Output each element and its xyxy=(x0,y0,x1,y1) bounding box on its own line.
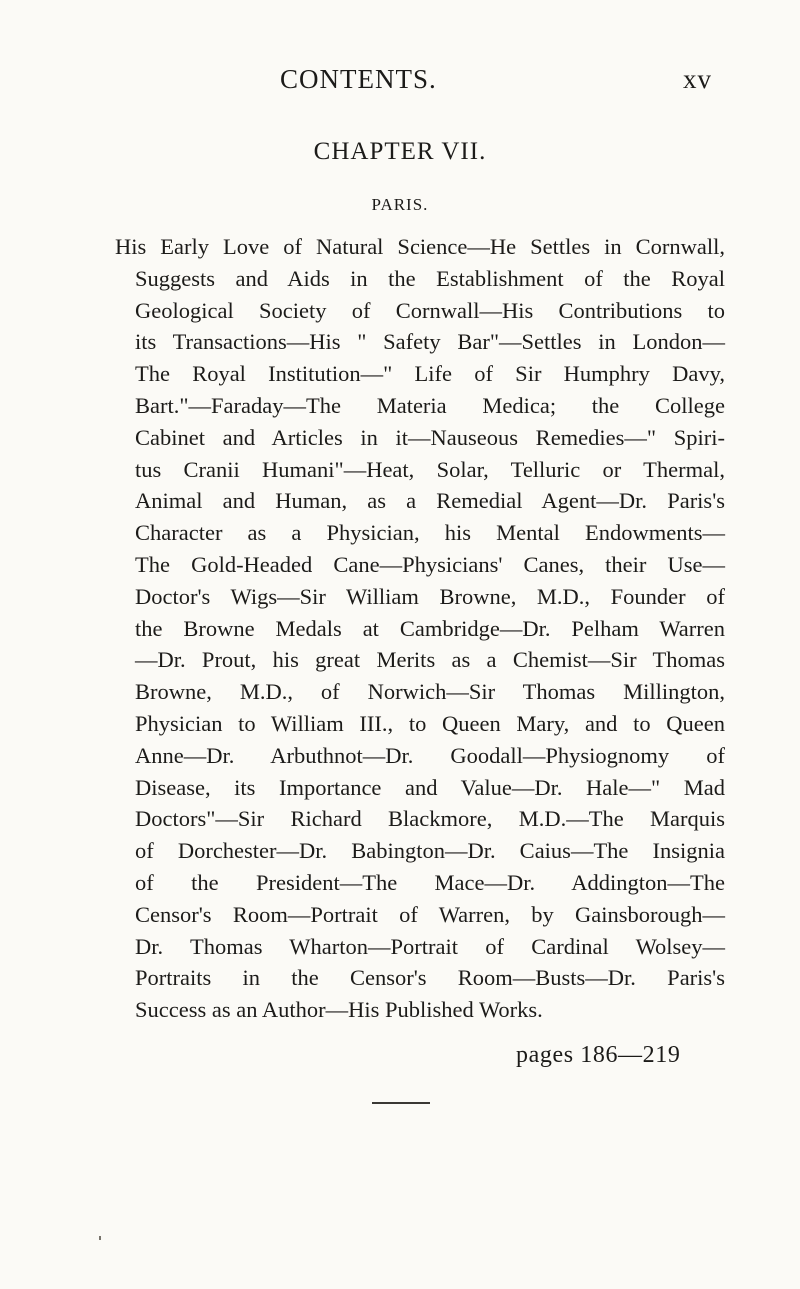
summary-line: Success as an Author—His Published Works. xyxy=(135,997,543,1023)
summary-line: Censor's Room—Portrait of Warren, by Gainsborough— xyxy=(135,901,725,927)
page-number: xv xyxy=(683,64,712,94)
summary-line: the Browne Medals at Cambridge—Dr. Pelham Warren xyxy=(135,615,725,641)
summary-line: of Dorchester—Dr. Babington—Dr. Caius—The Insignia xyxy=(135,838,725,864)
summary-line: its Transactions—His " Safety Bar"—Settles in London— xyxy=(135,329,725,355)
summary-line: His Early Love of Natural Science—He Settles in Cornwall, xyxy=(115,234,725,259)
print-speck xyxy=(99,1236,101,1240)
running-head-title: CONTENTS. xyxy=(280,64,437,94)
summary-line: Bart."—Faraday—The Materia Medica; the College xyxy=(135,392,725,418)
summary-line: Character as a Physician, his Mental Endowments— xyxy=(135,520,725,546)
summary-line: tus Cranii Humani"—Heat, Solar, Telluric or Thermal, xyxy=(135,456,725,482)
summary-line: Browne, M.D., of Norwich—Sir Thomas Millington, xyxy=(135,679,725,705)
summary-line: Physician to William III., to Queen Mary, and to Queen xyxy=(135,710,725,736)
chapter-summary xyxy=(115,231,725,1026)
chapter-heading: CHAPTER VII. xyxy=(313,138,487,165)
summary-line: The Royal Institution—" Life of Sir Humphry Davy, xyxy=(135,361,725,387)
summary-line: Suggests and Aids in the Establishment of the Royal xyxy=(135,265,725,291)
summary-line: Anne—Dr. Arbuthnot—Dr. Goodall—Physiognomy of xyxy=(135,742,725,768)
summary-line: Doctor's Wigs—Sir William Browne, M.D., Founder of xyxy=(135,583,725,609)
summary-line: Doctors"—Sir Richard Blackmore, M.D.—The Marquis xyxy=(135,806,725,832)
summary-line: —Dr. Prout, his great Merits as a Chemist—Sir Thomas xyxy=(135,647,725,673)
summary-line: Cabinet and Articles in it—Nauseous Remedies—" Spiri- xyxy=(135,424,725,450)
page-range: pages 186—219 xyxy=(516,1042,681,1068)
summary-line: Portraits in the Censor's Room—Busts—Dr. Paris's xyxy=(135,965,725,991)
summary-line: of the President—The Mace—Dr. Addington—The xyxy=(135,869,725,895)
summary-line: Dr. Thomas Wharton—Portrait of Cardinal Wolsey— xyxy=(135,933,725,959)
summary-line: Animal and Human, as a Remedial Agent—Dr. Paris's xyxy=(135,488,725,514)
summary-line: Geological Society of Cornwall—His Contributions to xyxy=(135,297,725,323)
summary-line: Disease, its Importance and Value—Dr. Hale—" Mad xyxy=(135,774,725,800)
summary-line: The Gold-Headed Cane—Physicians' Canes, their Use— xyxy=(135,551,725,577)
section-divider xyxy=(372,1102,430,1104)
chapter-subtitle: PARIS. xyxy=(371,195,429,214)
